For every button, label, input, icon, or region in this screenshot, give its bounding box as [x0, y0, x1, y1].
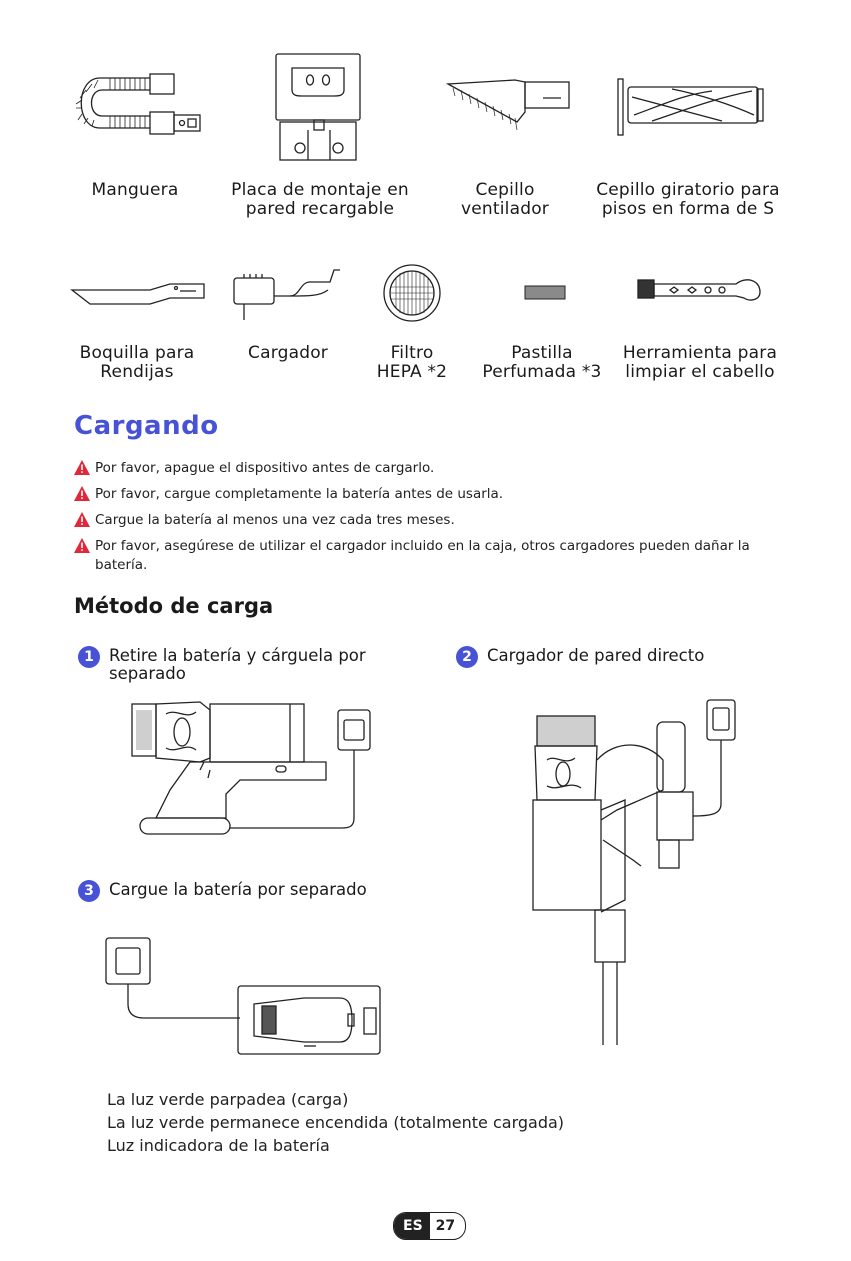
charger-illustration [230, 262, 350, 322]
caption-line: limpiar el cabello [625, 362, 775, 382]
caption-line: pisos en forma de S [601, 199, 775, 219]
caption-line: Pastilla [511, 343, 573, 363]
caption-line: Manguera [91, 180, 179, 200]
caption-line: Cepillo [475, 180, 535, 200]
hepa-filter-illustration [382, 263, 442, 323]
step-number-badge: 2 [456, 646, 478, 668]
warning-text: Cargue la batería al menos una vez cada tres meses. [95, 512, 455, 528]
warning-triangle-icon [74, 486, 90, 501]
warning-item [74, 537, 785, 575]
step-3 [78, 881, 418, 899]
fan-brush-illustration [443, 70, 573, 135]
fragrance-pad-illustration [524, 285, 566, 301]
warning-item [74, 511, 785, 530]
wall-mount-illustration [272, 52, 364, 162]
caption-fan-brush [440, 181, 570, 219]
legend-indicator: Luz indicadora de la batería [107, 1136, 330, 1155]
caption-hair-tool [610, 344, 790, 382]
caption-line: pared recargable [245, 199, 395, 219]
caption-line: Cargador [248, 343, 328, 363]
caption-line: Rendijas [100, 362, 174, 382]
step-number-badge: 3 [78, 880, 100, 902]
caption-line: Cepillo giratorio para [596, 180, 780, 200]
warning-triangle-icon [74, 460, 90, 475]
step-text: separado [109, 664, 186, 683]
legend-solid: La luz verde permanece encendida (totalmente cargada) [107, 1113, 565, 1132]
language-label: ES [394, 1213, 430, 1239]
caption-hepa-filter [352, 344, 472, 382]
step-number-badge: 1 [78, 646, 100, 668]
caption-line: Placa de montaje en [231, 180, 409, 200]
caption-charger [228, 344, 348, 363]
page-badge [393, 1212, 466, 1240]
page-number: 27 [435, 1218, 456, 1234]
step-text: Cargador de pared directo [487, 646, 705, 665]
warning-item [74, 485, 785, 504]
caption-roller-brush [588, 181, 788, 219]
step-text: Cargue la batería por separado [109, 880, 367, 899]
caption-fragrance-pad [472, 344, 612, 382]
warning-text: Por favor, asegúrese de utilizar el cargador incluido en la caja, otros cargadores pueden dañar la batería. [95, 538, 750, 573]
warning-triangle-icon [74, 512, 90, 527]
warning-item [74, 459, 785, 478]
caption-line: Perfumada *3 [482, 362, 602, 382]
warning-triangle-icon [74, 538, 90, 553]
hose-illustration [70, 70, 210, 145]
caption-line: ventilador [460, 199, 549, 219]
hair-tool-illustration [636, 270, 766, 310]
caption-line: Boquilla para [79, 343, 195, 363]
caption-line: Herramienta para [622, 343, 778, 363]
caption-line: Filtro [390, 343, 434, 363]
wall-charging-illustration [525, 700, 745, 1050]
caption-wall-mount [225, 181, 415, 219]
caption-crevice-nozzle [62, 344, 212, 382]
caption-hose [60, 181, 210, 200]
handheld-charging-illustration [130, 698, 380, 848]
step-2 [456, 647, 786, 665]
step-text: Retire la batería y cárguela por [109, 646, 366, 665]
legend-blinking: La luz verde parpadea (carga) [107, 1090, 349, 1109]
section-title-method: Método de carga [74, 594, 274, 618]
section-title-charging: Cargando [74, 411, 219, 441]
crevice-nozzle-illustration [70, 278, 210, 308]
battery-charging-illustration [104, 934, 384, 1056]
step-1 [78, 647, 418, 683]
warning-text: Por favor, cargue completamente la batería antes de usarla. [95, 486, 504, 502]
warning-text: Por favor, apague el dispositivo antes de cargarlo. [95, 460, 435, 476]
caption-line: HEPA *2 [376, 362, 448, 382]
roller-brush-illustration [612, 75, 767, 137]
